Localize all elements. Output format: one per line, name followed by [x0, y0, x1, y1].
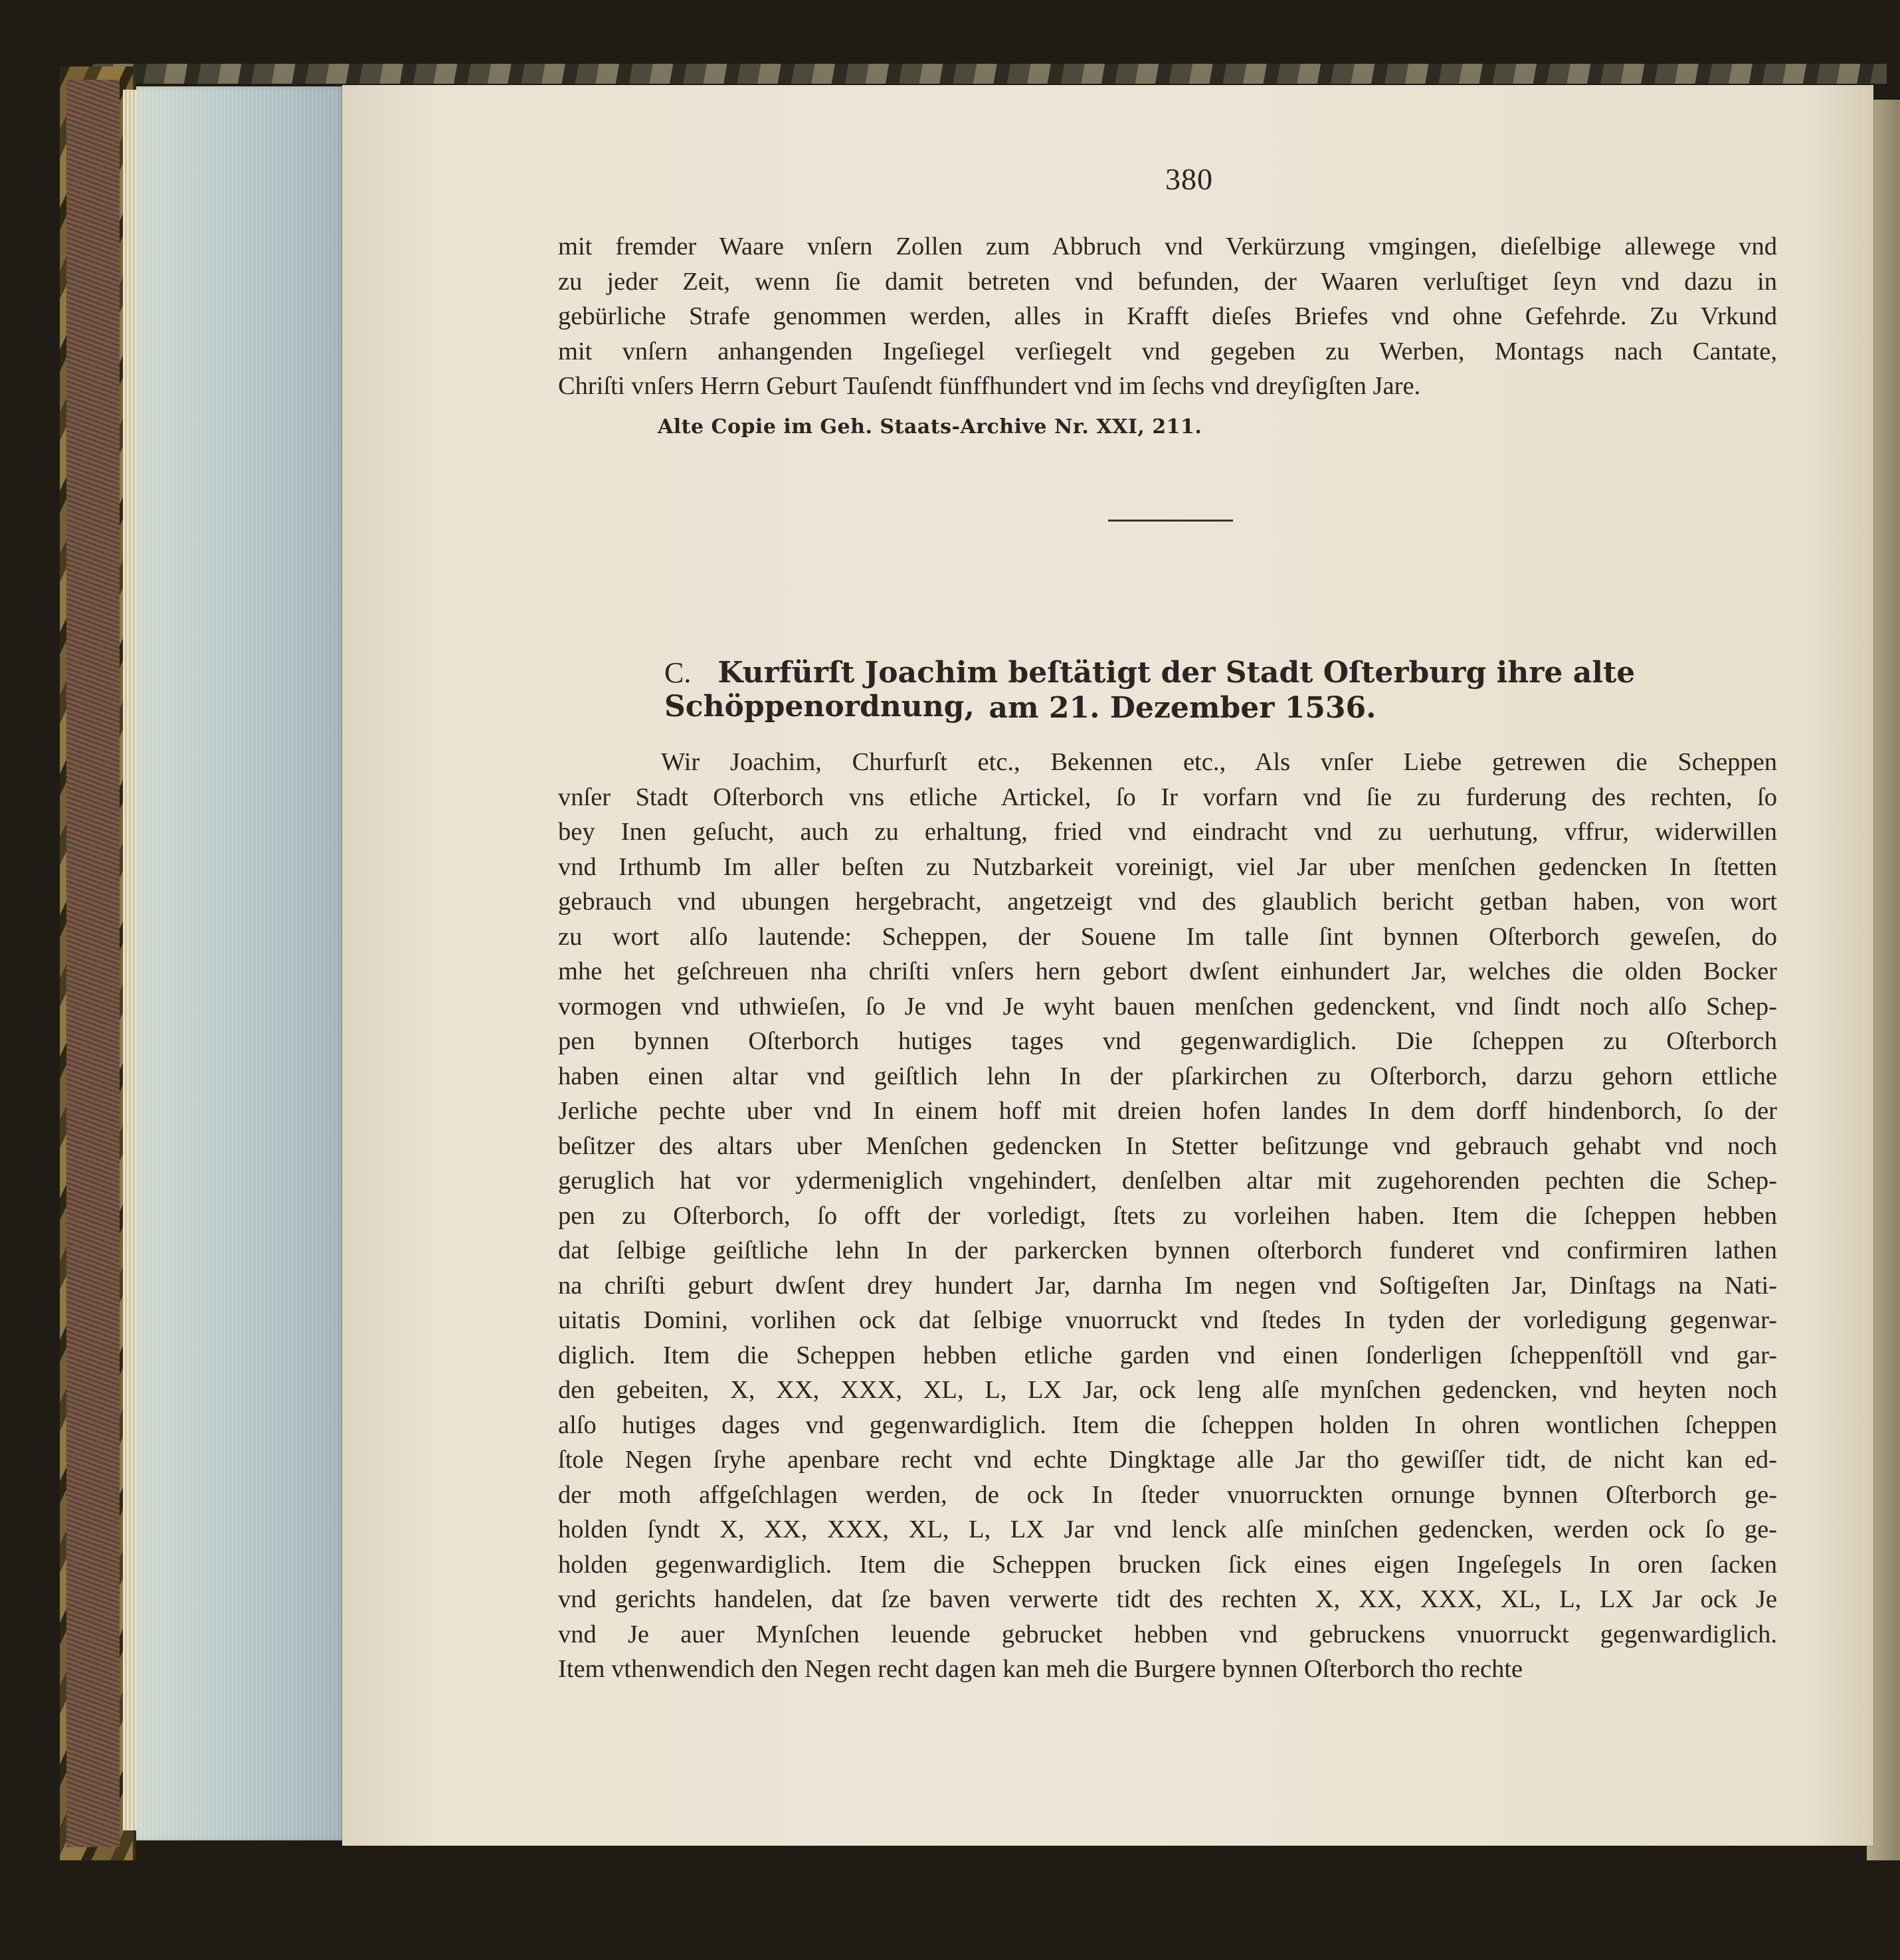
text-line: diglich. Item die Scheppen hebben etliche garden vnd einen ſonderligen ſcheppenſtöll vnd gar-	[558, 1341, 1777, 1369]
text-line: Wir Joachim, Churfurſt etc., Bekennen etc., Als vnſer Liebe getrewen die Scheppen	[661, 748, 1777, 776]
text-line: bey Inen geſucht, auch zu erhaltung, fried vnd eindracht vnd zu uerhutung, vffrur, widerwillen	[558, 818, 1777, 846]
text-line: holden ſyndt X, XX, XXX, XL, L, LX Jar vnd lenck alſe minſchen gedencken, werden ock ſo ge-	[558, 1516, 1777, 1543]
text-line: holden gegenwardiglich. Item die Scheppen brucken ſick eines eigen Ingeſegels In oren ſacken	[558, 1550, 1777, 1579]
section-title-line-2: am 21. Dezember 1536.	[989, 691, 1377, 725]
text-line: geruglich hat vor ydermeniglich vngehindert, denſelben altar mit zugehorenden pechten die Schep-	[558, 1167, 1777, 1195]
blue-fore-edge	[136, 86, 345, 1840]
paragraph-top	[558, 229, 1777, 404]
text-line: mit vnſern anhangenden Ingeſiegel verſiegelt vnd gegeben zu Werben, Montags nach Cantate,	[558, 337, 1777, 365]
text-line: der moth affgeſchlagen werden, de ock In ſteder vnuorruckten ornunge bynnen Oſterborch ge-	[558, 1480, 1777, 1509]
text-line: zu jeder Zeit, wenn ſie damit betreten vnd befunden, der Waaren verluſtiget ſeyn vnd dazu in	[558, 267, 1777, 296]
text-line: Jerliche pechte uber vnd In einem hoff mit dreien hofen landes In dem dorff hindenborch, ſo der	[558, 1097, 1777, 1125]
section-marker: C.	[664, 656, 692, 689]
paragraph-charter	[558, 745, 1777, 1687]
text-line: gebürliche Strafe genommen werden, alles in Krafft dieſes Briefes vnd ohne Gefehrde. Zu Vrkund	[558, 302, 1777, 330]
text-line: beſitzer des altars uber Menſchen gedencken In Stetter beſitzunge vnd gebrauch gehabt vnd noch	[558, 1131, 1777, 1160]
text-line: alſo hutiges dages vnd gegenwardiglich. Item die ſcheppen holden In ohren wontlichen ſcheppen	[558, 1411, 1777, 1439]
section-divider	[1108, 520, 1233, 522]
text-line: na chriſti geburt dwſent drey hundert Jar, darnha Im negen vnd Soſtigeſten Jar, Dinſtags na Nati-	[558, 1271, 1777, 1300]
text-line: uitatis Domini, vorlihen ock dat ſelbige vnuorruckt vnd ſtedes In tyden der vorledigung gegenwar-	[558, 1306, 1777, 1334]
text-line: haben einen altar vnd geiſtlich lehn In der pſarkirchen zu Oſterborch, darzu gehorn ettliche	[558, 1062, 1777, 1090]
text-line: Chriſti vnſers Herrn Geburt Tauſendt fünffhundert vnd im ſechs vnd dreyſigſten Jare.	[558, 372, 1421, 400]
cover-binding	[66, 80, 120, 1847]
text-line: vnd gerichts handelen, dat ſze baven verwerte tidt des rechten X, XX, XXX, XL, L, LX Jar ock Je	[558, 1585, 1777, 1613]
section-title-line-1: Kurfürſt Joachim beſtätigt der Stadt Oſterburg ihre alte Schöppenordnung,	[664, 656, 1636, 724]
text-line: vnſer Stadt Oſterborch vns etliche Artickel, ſo Ir vorfarn vnd ſie zu furderung des rechten, ſo	[558, 783, 1777, 811]
text-line: mhe het geſchreuen nha chriſti vnſers hern gebort dwſent einhundert Jar, welches die olden Bocker	[558, 957, 1777, 985]
page-number: 380	[1165, 162, 1213, 196]
text-line: Item vthenwendich den Negen recht dagen kan meh die Burgere bynnen Oſterborch tho rechte	[558, 1655, 1523, 1683]
text-line: vnd Irthumb Im aller beſten zu Nutzbarkeit voreinigt, viel Jar uber menſchen gedencken In ſtetten	[558, 852, 1777, 881]
cover-top-edge	[93, 64, 1887, 84]
text-line: gebrauch vnd ubungen hergebracht, angetzeigt vnd des glaublich bericht getban haben, von wort	[558, 888, 1777, 916]
text-line: den gebeiten, X, XX, XXX, XL, L, LX Jar, ock leng alſe mynſchen gedencken, vnd heyten noch	[558, 1376, 1777, 1404]
text-line: pen zu Oſterborch, ſo offt der vorledigt, ſtets zu vorleihen haben. Item die ſcheppen hebben	[558, 1201, 1777, 1230]
text-line: pen bynnen Oſterborch hutiges tages vnd gegenwardiglich. Die ſcheppen zu Oſterborch	[558, 1027, 1777, 1055]
text-line: mit fremder Waare vnſern Zollen zum Abbruch vnd Verkürzung vmgingen, dieſelbige allewege vnd	[558, 233, 1777, 260]
archive-citation: Alte Copie im Geh. Staats-Archive Nr. XXI, 211.	[658, 415, 1202, 439]
text-line: dat ſelbige geiſtliche lehn In der parkercken bynnen oſterborch funderet vnd confirmiren lathen	[558, 1236, 1777, 1264]
text-line: zu wort alſo lautende: Scheppen, der Souene Im talle ſint bynnen Oſterborch geweſen, do	[558, 922, 1777, 951]
text-line: vnd Je auer Mynſchen leuende gebrucket hebben vnd gebruckens vnuorruckt gegenwardiglich.	[558, 1620, 1777, 1648]
text-line: vormogen vnd uthwieſen, ſo Je vnd Je wyht bauen menſchen gedenckent, vnd ſindt noch alſo Schep-	[558, 992, 1777, 1021]
text-line: ſtole Negen ſryhe apenbare recht vnd echte Dingktage alle Jar tho gewiſſer tidt, de nicht kan ed-	[558, 1446, 1777, 1474]
